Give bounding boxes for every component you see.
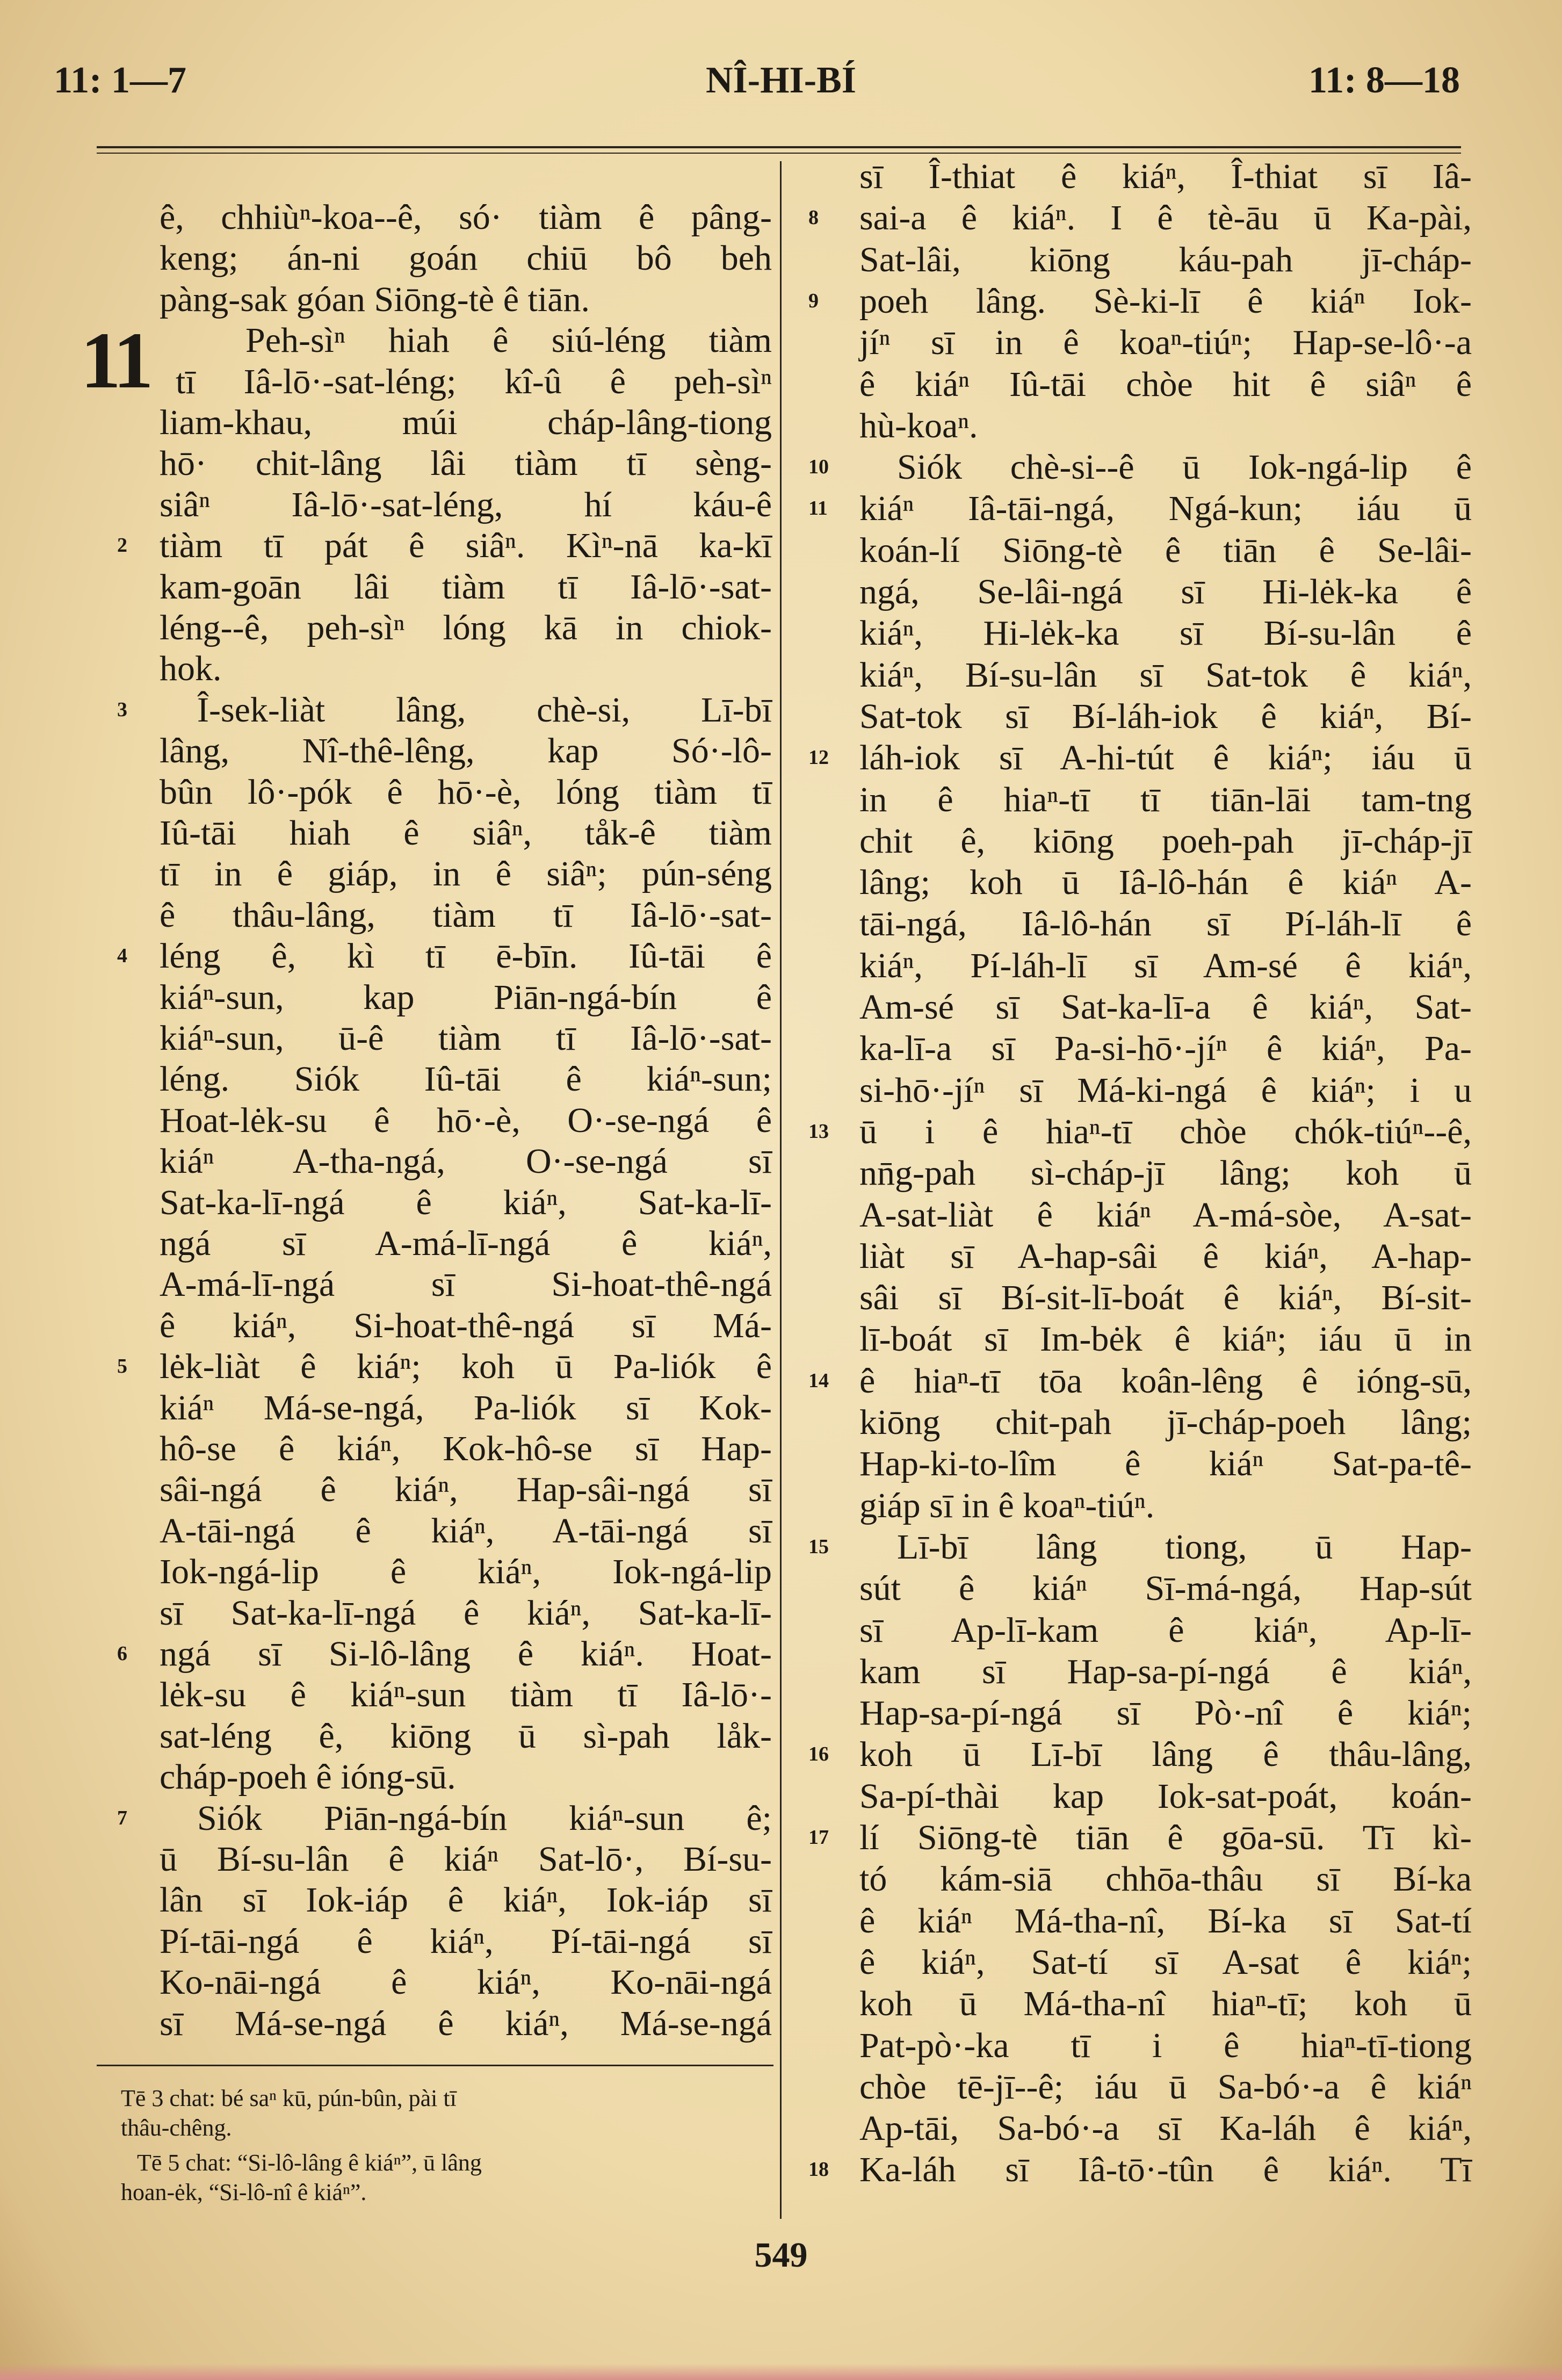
- text-line: lân sī Iok-iáp ê kiáⁿ, Iok-iáp sī: [160, 1880, 772, 1920]
- verse-number: 2: [117, 534, 127, 557]
- text-line: ngá sī A-má-lī-ngá ê kiáⁿ,: [160, 1224, 772, 1263]
- text-line: kam-goān lâi tiàm tī Iâ-lō·-sat-: [160, 567, 772, 607]
- text-line: Am-sé sī Sat-ka-lī-a ê kiáⁿ, Sat-: [859, 987, 1472, 1027]
- text-line: léng. Siók Iû-tāi ê kiáⁿ-sun;: [160, 1059, 772, 1099]
- footnote-rule: [97, 2065, 773, 2066]
- text-line: lâng, Nî-thê-lêng, kap Só·-lô-: [160, 731, 772, 771]
- text-line: lī-boát sī Im-bėk ê kiáⁿ; iáu ū in: [859, 1319, 1472, 1359]
- text-line: Pí-tāi-ngá ê kiáⁿ, Pí-tāi-ngá sī: [160, 1921, 772, 1961]
- text-line: lâng; koh ū Iâ-lô-hán ê kiáⁿ A-: [859, 863, 1472, 903]
- text-line: Iok-ngá-lip ê kiáⁿ, Iok-ngá-lip: [160, 1552, 772, 1592]
- text-line: pàng-sak góan Siōng-tè ê tiān.: [160, 279, 590, 319]
- text-line: sâi-ngá ê kiáⁿ, Hap-sâi-ngá sī: [160, 1470, 772, 1510]
- text-line: tī Iâ-lō·-sat-léng; kî-û ê peh-sìⁿ: [176, 362, 772, 401]
- verse-number: 3: [117, 698, 127, 721]
- header-reference-right: 11: 8—18: [1308, 60, 1460, 101]
- text-line: liàt sī A-hap-sâi ê kiáⁿ, A-hap-: [859, 1236, 1472, 1276]
- text-line: kiōng chit-pah jī-cháp-poeh lâng;: [859, 1403, 1472, 1442]
- text-line: chòe tē-jī--ê; iáu ū Sa-bó·-a ê kiáⁿ: [859, 2067, 1472, 2107]
- verse-number: 8: [808, 206, 819, 229]
- text-line: siâⁿ Iâ-lō·-sat-léng, hí káu-ê: [160, 485, 772, 524]
- text-line: sī Sat-ka-lī-ngá ê kiáⁿ, Sat-ka-lī-: [160, 1593, 772, 1633]
- text-line: nn̄g-pah sì-cháp-jī lâng; koh ū: [859, 1153, 1472, 1193]
- text-line: láh-iok sī A-hi-tút ê kiáⁿ; iáu ū: [859, 738, 1472, 778]
- verse-number: 4: [117, 944, 127, 968]
- text-line: tāi-ngá, Iâ-lô-hán sī Pí-láh-lī ê: [859, 904, 1472, 944]
- text-line: ê, chhiùⁿ-koa--ê, só· tiàm ê pâng-: [160, 198, 772, 237]
- text-line: ū i ê hiaⁿ-tī chòe chók-tiúⁿ--ê,: [859, 1112, 1472, 1151]
- text-line: ka-lī-a sī Pa-si-hō·-jíⁿ ê kiáⁿ, Pa-: [859, 1029, 1472, 1069]
- footnote-line: Tē 3 chat: bé saⁿ kū, pún-bûn, pài tī: [121, 2085, 457, 2111]
- text-line: Peh-sìⁿ hiah ê siú-léng tiàm: [245, 321, 772, 360]
- text-line: kiáⁿ Iâ-tāi-ngá, Ngá-kun; iáu ū: [859, 489, 1472, 529]
- text-line: kam sī Hap-sa-pí-ngá ê kiáⁿ,: [859, 1651, 1472, 1691]
- text-line: liam-khau, múi cháp-lâng-tiong: [160, 403, 772, 442]
- text-line: kiáⁿ-sun, kap Piān-ngá-bín ê: [160, 977, 772, 1017]
- text-line: lėk-su ê kiáⁿ-sun tiàm tī Iâ-lō·-: [160, 1675, 772, 1715]
- header-rule: [97, 146, 1461, 148]
- text-line: tó kám-siā chhōa-thâu sī Bí-ka: [859, 1859, 1472, 1899]
- text-line: Pat-pò·-ka tī i ê hiaⁿ-tī-tiong: [859, 2025, 1472, 2065]
- text-line: ê hiaⁿ-tī tōa koân-lêng ê ióng-sū,: [859, 1361, 1472, 1401]
- text-line: A-sat-liàt ê kiáⁿ A-má-sòe, A-sat-: [859, 1195, 1472, 1235]
- text-line: lėk-liàt ê kiáⁿ; koh ū Pa-liók ê: [160, 1347, 772, 1387]
- text-line: sī Ap-lī-kam ê kiáⁿ, Ap-lī-: [859, 1610, 1472, 1650]
- text-line: ngá, Se-lâi-ngá sī Hi-lėk-ka ê: [859, 572, 1472, 611]
- text-line: kiáⁿ, Hi-lėk-ka sī Bí-su-lân ê: [859, 614, 1472, 653]
- page-edge-stain: [0, 2364, 1562, 2380]
- text-line: in ê hiaⁿ-tī tī tiān-lāi tam-tng: [859, 780, 1472, 819]
- text-line: koh ū Má-tha-nî hiaⁿ-tī; koh ū: [859, 1984, 1472, 2024]
- text-line: giáp sī in ê koaⁿ-tiúⁿ.: [859, 1485, 1155, 1525]
- verse-number: 17: [808, 1826, 829, 1849]
- text-line: chit ê, kiōng poeh-pah jī-cháp-jī: [859, 821, 1472, 861]
- text-line: kiáⁿ, Pí-láh-lī sī Am-sé ê kiáⁿ,: [859, 946, 1472, 985]
- text-line: tī in ê giáp, in ê siâⁿ; pún-séng: [160, 854, 772, 894]
- text-line: keng; án-ni goán chiū bô beh: [160, 239, 772, 278]
- header-book-title: NÎ-HI-BÍ: [705, 60, 857, 101]
- footnote-line: hoan-ėk, “Si-lô-nî ê kiáⁿ”.: [121, 2179, 367, 2205]
- chapter-number: 11: [81, 316, 150, 405]
- text-line: Sat-ka-lī-ngá ê kiáⁿ, Sat-ka-lī-: [160, 1182, 772, 1222]
- verse-number: 6: [117, 1642, 127, 1665]
- text-line: kiáⁿ Má-se-ngá, Pa-liók sī Kok-: [160, 1388, 772, 1427]
- page-number: 549: [754, 2235, 808, 2275]
- text-line: bûn lô·-pók ê hō·-è, lóng tiàm tī: [160, 772, 772, 812]
- text-line: hō· chit-lâng lâi tiàm tī sèng-: [160, 444, 772, 484]
- text-line: Hoat-lėk-su ê hō·-è, O·-se-ngá ê: [160, 1100, 772, 1140]
- header-rule: [97, 153, 1461, 154]
- text-line: ngá sī Si-lô-lâng ê kiáⁿ. Hoat-: [160, 1634, 772, 1674]
- text-line: Î-sek-liàt lâng, chè-si, Lī-bī: [197, 690, 772, 730]
- column-divider: [780, 161, 782, 2219]
- text-line: Ap-tāi, Sa-bó·-a sī Ka-láh ê kiáⁿ,: [859, 2109, 1472, 2148]
- text-line: ê kiáⁿ Iû-tāi chòe hit ê siâⁿ ê: [859, 364, 1472, 404]
- verse-number: 5: [117, 1355, 127, 1378]
- text-line: sat-léng ê, kiōng ū sì-pah låk-: [160, 1716, 772, 1756]
- verse-number: 15: [808, 1535, 829, 1558]
- text-line: koán-lí Siōng-tè ê tiān ê Se-lâi-: [859, 530, 1472, 570]
- text-line: cháp-poeh ê ióng-sū.: [160, 1757, 456, 1797]
- text-line: hù-koaⁿ.: [859, 406, 978, 445]
- text-line: Sat-tok sī Bí-láh-iok ê kiáⁿ, Bí-: [859, 696, 1472, 736]
- text-line: ū Bí-su-lân ê kiáⁿ Sat-lō·, Bí-su-: [160, 1840, 772, 1879]
- text-line: sai-a ê kiáⁿ. I ê tè-āu ū Ka-pài,: [859, 198, 1472, 238]
- text-line: poeh lâng. Sè-ki-lī ê kiáⁿ Iok-: [859, 281, 1472, 321]
- text-line: lí Siōng-tè tiān ê gōa-sū. Tī kì-: [859, 1818, 1472, 1857]
- verse-number: 12: [808, 746, 829, 769]
- text-line: sī Î-thiat ê kiáⁿ, Î-thiat sī Iâ-: [859, 157, 1472, 196]
- text-line: Hap-ki-to-lîm ê kiáⁿ Sat-pa-tê-: [859, 1444, 1472, 1484]
- text-line: jíⁿ sī in ê koaⁿ-tiúⁿ; Hap-se-lô·-a: [859, 323, 1472, 363]
- text-line: sī Má-se-ngá ê kiáⁿ, Má-se-ngá: [160, 2003, 772, 2043]
- text-line: Iû-tāi hiah ê siâⁿ, tåk-ê tiàm: [160, 813, 772, 853]
- text-line: Hap-sa-pí-ngá sī Pò·-nî ê kiáⁿ;: [859, 1693, 1472, 1733]
- verse-number: 14: [808, 1369, 829, 1392]
- text-line: A-má-lī-ngá sī Si-hoat-thê-ngá: [160, 1265, 772, 1304]
- verse-number: 16: [808, 1743, 829, 1766]
- text-line: tiàm tī pát ê siâⁿ. Kìⁿ-nā ka-kī: [160, 526, 772, 566]
- verse-number: 13: [808, 1120, 829, 1143]
- text-line: Lī-bī lâng tiong, ū Hap-: [897, 1527, 1472, 1567]
- text-line: A-tāi-ngá ê kiáⁿ, A-tāi-ngá sī: [160, 1511, 772, 1550]
- text-line: léng ê, kì tī ē-bīn. Iû-tāi ê: [160, 936, 772, 976]
- text-line: Ka-láh sī Iâ-tō·-tûn ê kiáⁿ. Tī: [859, 2150, 1472, 2190]
- text-line: Sa-pí-thài kap Iok-sat-poát, koán-: [859, 1776, 1472, 1816]
- text-line: ê kiáⁿ, Si-hoat-thê-ngá sī Má-: [160, 1306, 772, 1345]
- text-line: Sat-lâi, kiōng káu-pah jī-cháp-: [859, 240, 1472, 279]
- text-line: sút ê kiáⁿ Sī-má-ngá, Hap-sút: [859, 1569, 1472, 1609]
- text-line: kiáⁿ, Bí-su-lân sī Sat-tok ê kiáⁿ,: [859, 655, 1472, 695]
- text-line: sâi sī Bí-sit-lī-boát ê kiáⁿ, Bí-sit-: [859, 1278, 1472, 1318]
- text-line: Siók Piān-ngá-bín kiáⁿ-sun ê;: [197, 1798, 772, 1838]
- header-reference-left: 11: 1—7: [54, 60, 186, 101]
- text-line: koh ū Lī-bī lâng ê thâu-lâng,: [859, 1735, 1472, 1775]
- verse-number: 10: [808, 456, 829, 479]
- text-line: ê kiáⁿ, Sat-tí sī A-sat ê kiáⁿ;: [859, 1942, 1472, 1982]
- verse-number: 7: [117, 1806, 127, 1829]
- text-line: hok.: [160, 649, 222, 689]
- text-line: ê kiáⁿ Má-tha-nî, Bí-ka sī Sat-tí: [859, 1901, 1472, 1941]
- verse-number: 11: [808, 497, 828, 520]
- text-line: kiáⁿ A-tha-ngá, O·-se-ngá sī: [160, 1142, 772, 1181]
- text-line: Siók chè-si--ê ū Iok-ngá-lip ê: [897, 448, 1472, 487]
- footnote-line: Tē 5 chat: “Si-lô-lâng ê kiáⁿ”, ū lâng: [137, 2150, 482, 2176]
- verse-number: 9: [808, 289, 819, 312]
- text-line: Ko-nāi-ngá ê kiáⁿ, Ko-nāi-ngá: [160, 1963, 772, 2002]
- text-line: kiáⁿ-sun, ū-ê tiàm tī Iâ-lō·-sat-: [160, 1019, 772, 1058]
- text-line: hô-se ê kiáⁿ, Kok-hô-se sī Hap-: [160, 1429, 772, 1468]
- verse-number: 18: [808, 2158, 829, 2181]
- text-line: si-hō·-jíⁿ sī Má-ki-ngá ê kiáⁿ; i u: [859, 1070, 1472, 1110]
- text-line: léng--ê, peh-sìⁿ lóng kā in chiok-: [160, 608, 772, 647]
- text-line: ê thâu-lâng, tiàm tī Iâ-lō·-sat-: [160, 895, 772, 935]
- footnote-line: thâu-chêng.: [121, 2115, 232, 2141]
